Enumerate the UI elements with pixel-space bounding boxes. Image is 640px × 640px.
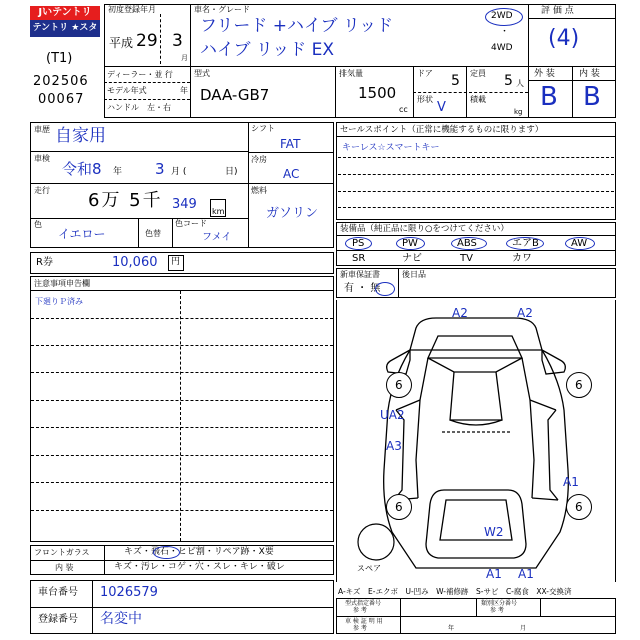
lot-number-1: 202506 [33,74,89,89]
ac-value: AC [283,167,300,181]
spare-label: スペア [357,564,381,573]
car-name-line1: フリード +ハイブ リッド [200,16,394,36]
class-ref-sub: 参 考 [490,607,504,614]
tire-value-rear-right: 6 [575,500,583,514]
equip-tv: TV [460,253,473,264]
class-ref-label: 類別区分番号 [481,600,518,607]
equip-leather: カワ [512,253,532,264]
model-year-label: モデル年式 [107,86,147,95]
damage-mark-rear-right: A1 [518,567,534,581]
equip-pw-circle [396,237,425,250]
notes-item: 下廻りＰ済み [35,297,83,306]
chassis-label: 車台番号 [38,587,78,598]
grade-label: 評 価 点 [541,6,574,16]
damage-mark-rear-window: W2 [484,525,504,539]
car-diagram [336,300,616,582]
color-code-value: フメイ [202,232,232,243]
inspection-month: 3 [155,160,165,178]
recycle-unit: 円 [171,257,181,267]
lot-number-2: 00067 [38,92,85,107]
interior-cond-label: 内 装 [55,563,74,572]
interior-grade: B [583,82,601,112]
reg-year: 29 [136,31,158,51]
inspection-era: 令和8 [62,160,102,178]
displacement-label: 排気量 [339,69,363,78]
equip-ps-circle [345,237,372,250]
damage-mark-right-rear: A1 [563,475,579,489]
inspection-day-unit: 日) [225,167,238,177]
door-value: 5 [451,73,460,89]
color-label: 色 [34,220,42,229]
shape-label: 形状 [417,95,433,104]
damage-mark-front-left: A2 [452,306,468,320]
drive-dot: ・ [500,27,510,37]
equip-abs-circle [451,237,487,250]
delivery-label: 後日品 [402,270,426,279]
equip-pw: PW [402,238,418,249]
damage-mark-left-door: UA2 [380,408,405,422]
color-change-label: 色替 [145,229,161,238]
regno-label: 登録番号 [38,614,78,625]
model-year-unit: 年 [180,86,188,95]
regno-value: 名変中 [100,611,142,627]
inspection-month-unit: 月 ( [171,167,187,177]
damage-legend: A-キズ E-エクボ U-凹み W-補修跡 S-サビ C-腐食 XX-交換済 [338,587,572,596]
lot-code: (T1) [46,51,73,66]
reg-cert-label: 車 検 証 明 用 [345,618,383,625]
exterior-label: 外 装 [534,69,555,79]
reg-era: 平成 [109,36,134,50]
chassis-value: 1026579 [100,585,158,600]
recycle-label: R券 [36,257,53,268]
shift-label: シフト [251,124,275,133]
mileage-value: 6万 5千 [88,190,163,211]
footer-year: 年 [448,625,455,632]
model-ref-sub: 参 考 [353,607,367,614]
footer-month: 月 [520,625,527,632]
color-code-label: 色コード [175,219,207,228]
model-ref-label: 型式指定番号 [345,600,382,607]
notes-frame [30,276,334,542]
equip-airbag-circle [506,237,544,250]
damage-mark-rear-left: A1 [486,567,502,581]
windshield-value: キズ・飛石・ヒビ割・リペア跡・X要 [124,547,274,557]
car-name-line2: ハイブ リッド EX [200,40,335,60]
shift-value: FAT [280,137,301,151]
reg-cert-sub: 参 考 [353,625,367,632]
warranty-circle [375,282,395,296]
displacement-value: 1500 [358,84,397,102]
door-label: ドア [417,69,433,78]
mileage-label: 走行 [34,186,50,195]
equip-aw: AW [571,238,588,249]
interior-label: 内 装 [579,69,600,79]
damage-mark-left-rear: A3 [386,439,402,453]
drive-4wd: 4WD [491,43,513,53]
inspection-label: 車検 [34,154,50,163]
damage-mark-front-right: A2 [517,306,533,320]
warranty-label: 新車保証書 [340,270,380,279]
load-label: 積載 [470,95,486,104]
grade-value: (4) [548,26,580,51]
inspection-year-unit: 年 [113,167,123,177]
windshield-circle [153,546,180,559]
capacity-label: 定員 [470,69,486,78]
logo-top: Jいテントリ [30,6,100,20]
exterior-grade: B [540,82,558,112]
type-value: DAA-GB7 [200,86,270,104]
fuel-value: ガソリン [266,206,319,221]
mileage-small: 349 [172,197,197,212]
usage-label: 車歴 [34,125,50,134]
displacement-unit: cc [399,105,408,114]
color-value: イエロー [58,227,106,241]
usage-value: 自家用 [55,126,106,146]
warranty-value: 有 ・ 無 [344,283,381,294]
type-label: 型式 [194,69,210,78]
logo-bottom: テントリ ★スター [30,20,100,37]
tire-value-front-right: 6 [575,378,583,392]
reg-date-label: 初度登録年月 [108,5,156,14]
recycle-value: 10,060 [112,255,158,270]
tire-value-rear-left: 6 [395,500,403,514]
drive-2wd: 2WD [491,11,513,21]
load-unit: kg [514,108,523,116]
capacity-unit: 人 [516,79,524,88]
car-name-label: 車名・グレード [194,5,250,14]
shape-value: V [437,100,446,115]
equip-aw-circle [565,237,595,250]
handle-label: ハンドル 左・右 [107,103,171,112]
tire-value-front-left: 6 [395,378,403,392]
dealer-label: ディーラー・並 行 [107,70,173,79]
sales-point-item: キーレス☆スマートキー [342,143,440,153]
reg-month: 3 [172,31,183,51]
interior-cond-value: キズ・汚レ・コゲ・穴・スレ・キレ・破レ [114,562,285,572]
notes-title: 注意事項申告欄 [34,279,90,288]
windshield-label: フロントガラス [34,548,90,557]
equip-ps: PS [352,238,365,249]
capacity-value: 5 [504,73,513,89]
equip-sr: SR [352,253,366,264]
fuel-label: 燃料 [251,186,267,195]
equipment-title: 装備品（純正品に限り○をつけてください） [340,224,509,234]
ac-label: 冷房 [251,155,267,164]
equip-abs: ABS [457,238,477,249]
equip-navi: ナビ [402,253,422,264]
reg-month-unit: 月 [181,54,188,62]
equip-airbag: エアB [512,238,539,249]
mileage-unit: km [212,207,225,216]
sales-point-title: セールスポイント（正常に機能するものに限ります） [340,125,544,135]
